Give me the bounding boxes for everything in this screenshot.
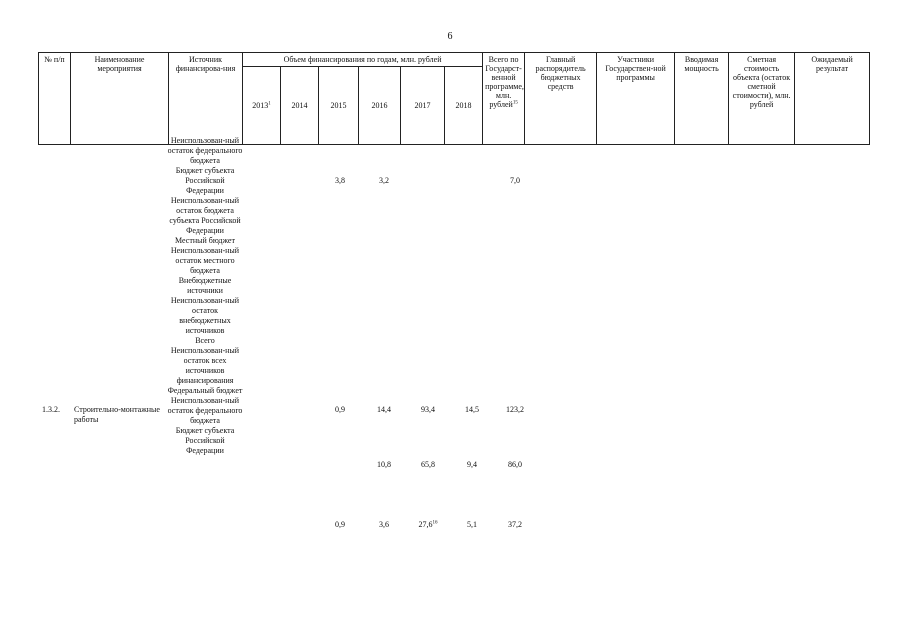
value-subject-budget-2-2016: 3,6 bbox=[379, 520, 389, 529]
value-federal-2017: 65,8 bbox=[421, 460, 435, 469]
source-item: Неиспользован-ный остаток местного бюджета bbox=[170, 246, 240, 275]
header-manager: Главный распорядитель бюджетных средств bbox=[525, 53, 597, 145]
page-number: 6 bbox=[447, 31, 453, 42]
value-total-total: 123,2 bbox=[506, 405, 524, 414]
source-item: Всего bbox=[195, 336, 215, 345]
header-capacity: Вводимая мощность bbox=[675, 53, 729, 145]
header-result: Ожидаемый результат bbox=[795, 53, 870, 145]
header-year-2015: 2015 bbox=[319, 67, 359, 145]
header-year-2016: 2016 bbox=[359, 67, 401, 145]
value-total-2015: 0,9 bbox=[335, 405, 345, 414]
header-year-2014: 2014 bbox=[281, 67, 319, 145]
header-financing: Объем финансирования по годам, млн. рублей bbox=[243, 53, 483, 67]
value-federal-2018: 9,4 bbox=[467, 460, 477, 469]
table-header bbox=[38, 52, 870, 145]
header-name: Наименование мероприятия bbox=[71, 53, 169, 145]
source-item: Федеральный бюджет bbox=[167, 386, 243, 395]
value-subject-budget-2-2017: 27,6$^{16}$ bbox=[418, 520, 438, 529]
value-federal-2016: 10,8 bbox=[377, 460, 391, 469]
source-item: Неиспользован-ный остаток всех источников финансирования bbox=[170, 346, 240, 385]
source-item: Неиспользован-ный остаток бюджета субъекта Российской Федерации bbox=[169, 196, 241, 235]
header-year-2018: 2018 bbox=[445, 67, 483, 145]
source-item: Внебюджетные источники bbox=[178, 276, 232, 295]
value-subject-budget-2015: 3,8 bbox=[335, 176, 345, 185]
value-subject-budget-2-2018: 5,1 bbox=[467, 520, 477, 529]
source-item: Бюджет субъекта Российской Федерации bbox=[175, 426, 235, 455]
row-number: 1.3.2. bbox=[42, 405, 60, 414]
header-source: Источник финансирова-ния bbox=[169, 53, 243, 145]
header-year-2017: 2017 bbox=[401, 67, 445, 145]
value-subject-budget-2-total: 37,2 bbox=[508, 520, 522, 529]
value-federal-total: 86,0 bbox=[508, 460, 522, 469]
header-participants: Участники Государствен-ной программы bbox=[597, 53, 675, 145]
value-total-2017: 93,4 bbox=[421, 405, 435, 414]
header-cost: Сметная стоимость объекта (остаток сметной стоимости), млн. рублей bbox=[729, 53, 795, 145]
value-total-2018: 14,5 bbox=[465, 405, 479, 414]
row-name: Строительно-монтажные работы bbox=[74, 405, 160, 424]
source-item: Неиспользован-ный остаток федерального бюджета bbox=[167, 136, 243, 165]
source-item: Бюджет субъекта Российской Федерации bbox=[175, 166, 235, 195]
header-year-2013: 2013$^1$ bbox=[243, 67, 281, 145]
value-subject-budget-total: 7,0 bbox=[510, 176, 520, 185]
value-total-2016: 14,4 bbox=[377, 405, 391, 414]
header-number: № п/п bbox=[39, 53, 71, 145]
source-item: Неиспользован-ный остаток федерального бюджета bbox=[167, 396, 243, 425]
source-list bbox=[166, 136, 244, 456]
header-total: Всего по Государст-венной программе, млн. рублей$^{15}$ bbox=[483, 53, 525, 145]
value-subject-budget-2-2015: 0,9 bbox=[335, 520, 345, 529]
source-item: Местный бюджет bbox=[175, 236, 235, 245]
source-item: Неиспользован-ный остаток внебюджетных источников bbox=[170, 296, 240, 335]
value-subject-budget-2016: 3,2 bbox=[379, 176, 389, 185]
